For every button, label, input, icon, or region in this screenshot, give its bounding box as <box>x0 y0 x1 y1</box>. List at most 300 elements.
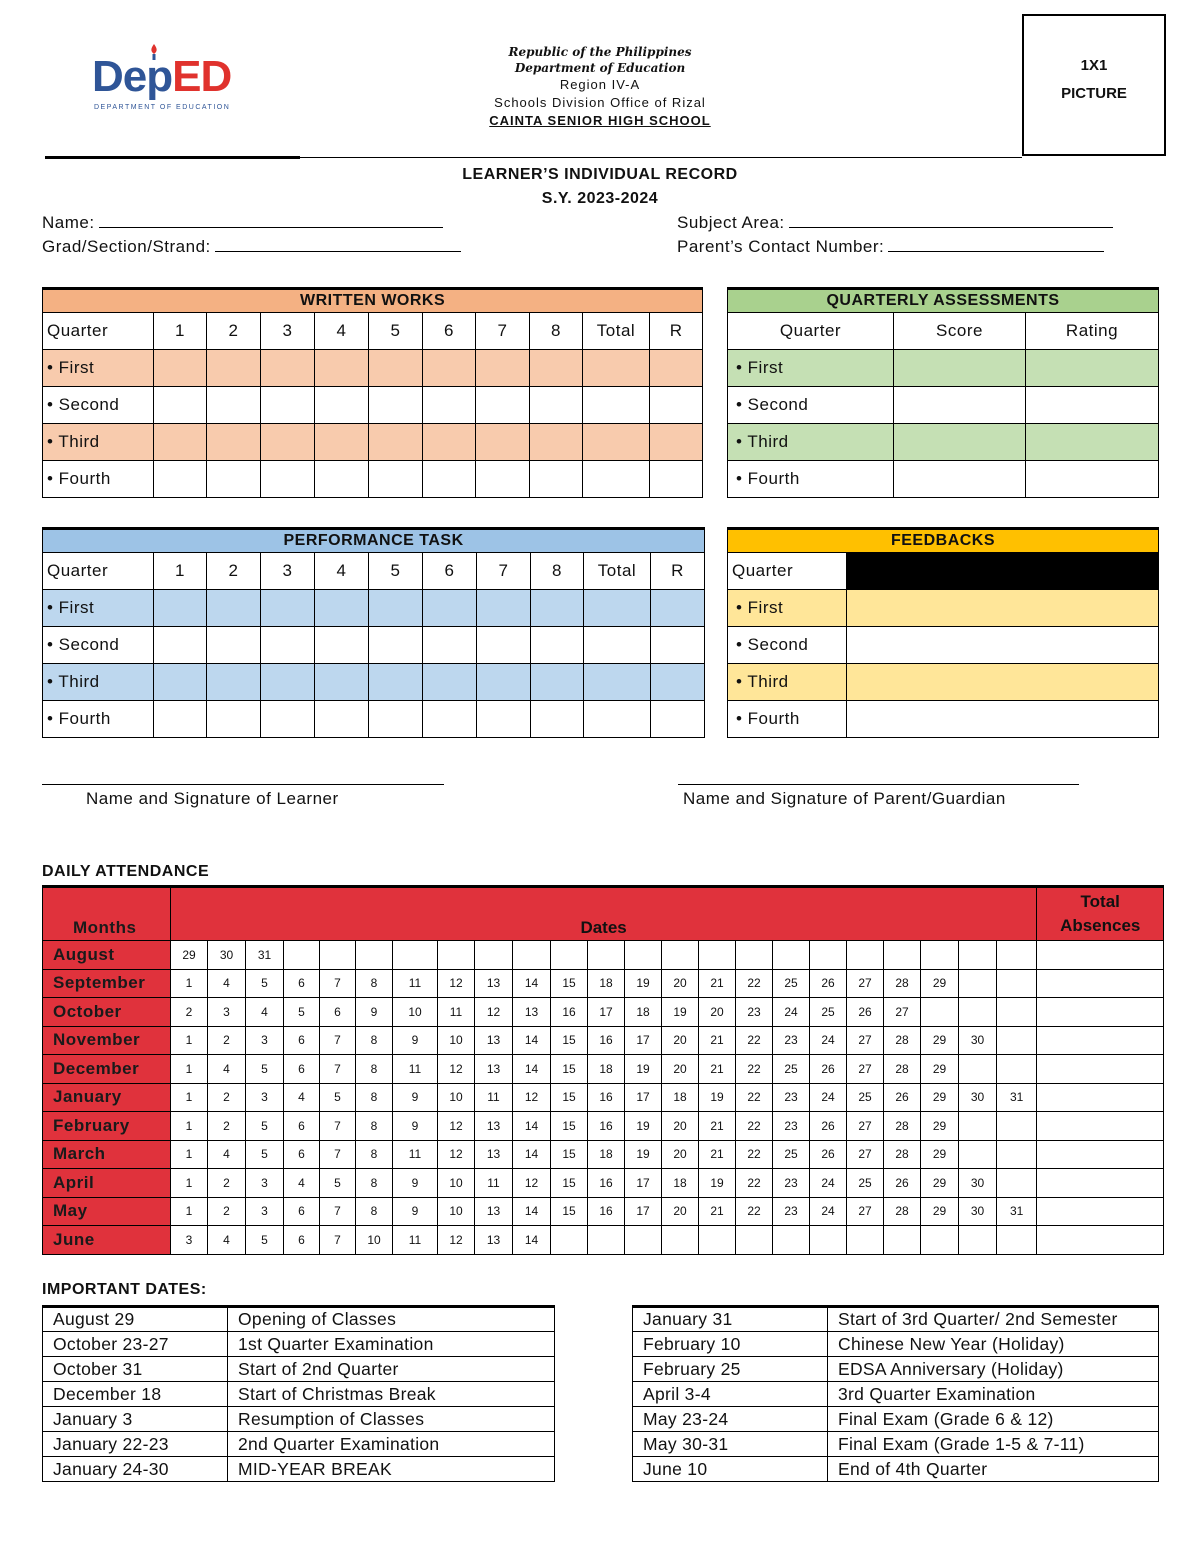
attendance-date-cell[interactable]: 14 <box>513 1226 551 1255</box>
attendance-date-cell[interactable]: 28 <box>884 1026 921 1055</box>
attendance-date-cell[interactable]: 1 <box>171 1026 208 1055</box>
written-works-score-cell[interactable] <box>650 424 703 461</box>
total-absences-cell[interactable] <box>1037 1112 1164 1141</box>
performance-task-score-cell[interactable] <box>207 664 261 701</box>
attendance-date-cell[interactable]: 20 <box>662 1197 699 1226</box>
performance-task-score-cell[interactable] <box>154 701 207 738</box>
written-works-score-cell[interactable] <box>423 461 476 498</box>
attendance-date-cell[interactable]: 8 <box>356 1112 393 1141</box>
attendance-date-cell[interactable]: 11 <box>475 1083 513 1112</box>
performance-task-score-cell[interactable] <box>423 590 477 627</box>
attendance-date-cell[interactable]: 1 <box>171 1112 208 1141</box>
attendance-date-cell[interactable]: 18 <box>662 1169 699 1198</box>
attendance-date-cell[interactable]: 30 <box>208 941 246 970</box>
written-works-score-cell[interactable] <box>583 424 650 461</box>
written-works-score-cell[interactable] <box>476 424 530 461</box>
attendance-date-cell[interactable]: 8 <box>356 969 393 998</box>
total-absences-cell[interactable] <box>1037 1140 1164 1169</box>
written-works-score-cell[interactable] <box>315 387 369 424</box>
written-works-score-cell[interactable] <box>369 350 423 387</box>
performance-task-score-cell[interactable] <box>584 701 651 738</box>
attendance-date-cell[interactable]: 19 <box>699 1083 736 1112</box>
performance-task-score-cell[interactable] <box>154 590 207 627</box>
attendance-date-cell[interactable]: 30 <box>959 1169 997 1198</box>
attendance-date-cell[interactable]: 7 <box>320 969 356 998</box>
attendance-date-cell[interactable]: 6 <box>284 1226 320 1255</box>
attendance-date-cell[interactable]: 6 <box>284 1197 320 1226</box>
performance-task-score-cell[interactable] <box>261 701 315 738</box>
attendance-date-cell[interactable]: 1 <box>171 1055 208 1084</box>
parent-signature-line[interactable] <box>678 784 1079 785</box>
quarterly-score-cell[interactable] <box>894 461 1026 498</box>
attendance-date-cell[interactable]: 7 <box>320 1197 356 1226</box>
attendance-date-cell[interactable]: 24 <box>810 1197 847 1226</box>
parent-contact-line[interactable] <box>888 238 1104 252</box>
attendance-date-cell[interactable]: 12 <box>475 998 513 1027</box>
attendance-date-cell[interactable]: 4 <box>284 1169 320 1198</box>
attendance-date-cell[interactable]: 19 <box>625 1055 662 1084</box>
attendance-date-cell[interactable]: 16 <box>588 1083 625 1112</box>
attendance-date-cell[interactable]: 26 <box>884 1169 921 1198</box>
performance-task-score-cell[interactable] <box>315 664 369 701</box>
quarterly-score-cell[interactable] <box>894 350 1026 387</box>
written-works-score-cell[interactable] <box>530 350 583 387</box>
attendance-date-cell[interactable]: 13 <box>513 998 551 1027</box>
written-works-score-cell[interactable] <box>530 387 583 424</box>
attendance-date-cell[interactable]: 29 <box>921 969 959 998</box>
written-works-score-cell[interactable] <box>261 387 315 424</box>
attendance-date-cell[interactable]: 29 <box>171 941 208 970</box>
attendance-date-cell[interactable]: 17 <box>625 1169 662 1198</box>
attendance-date-cell[interactable]: 20 <box>662 969 699 998</box>
attendance-date-cell[interactable]: 21 <box>699 1055 736 1084</box>
written-works-score-cell[interactable] <box>423 350 476 387</box>
quarterly-score-cell[interactable] <box>894 387 1026 424</box>
attendance-date-cell[interactable]: 8 <box>356 1197 393 1226</box>
performance-task-score-cell[interactable] <box>531 701 584 738</box>
attendance-date-cell[interactable]: 2 <box>208 1197 246 1226</box>
attendance-date-cell[interactable]: 12 <box>438 1112 475 1141</box>
attendance-date-cell[interactable]: 24 <box>773 998 810 1027</box>
attendance-date-cell[interactable]: 5 <box>246 1140 284 1169</box>
attendance-date-cell[interactable]: 25 <box>773 969 810 998</box>
attendance-date-cell[interactable]: 28 <box>884 1055 921 1084</box>
attendance-date-cell[interactable]: 19 <box>625 1112 662 1141</box>
attendance-date-cell[interactable]: 22 <box>736 1026 773 1055</box>
learner-signature-line[interactable] <box>42 784 444 785</box>
written-works-score-cell[interactable] <box>207 387 261 424</box>
attendance-date-cell[interactable]: 16 <box>551 998 588 1027</box>
grade-line[interactable] <box>215 238 461 252</box>
attendance-date-cell[interactable]: 3 <box>246 1083 284 1112</box>
attendance-date-cell[interactable]: 10 <box>438 1026 475 1055</box>
name-field[interactable] <box>42 213 443 233</box>
attendance-date-cell[interactable]: 10 <box>393 998 438 1027</box>
attendance-date-cell[interactable]: 16 <box>588 1026 625 1055</box>
attendance-date-cell[interactable]: 14 <box>513 1026 551 1055</box>
performance-task-score-cell[interactable] <box>584 664 651 701</box>
attendance-date-cell[interactable]: 20 <box>662 1026 699 1055</box>
parent-contact-field[interactable] <box>677 237 1104 257</box>
attendance-date-cell[interactable]: 10 <box>438 1169 475 1198</box>
attendance-date-cell[interactable]: 29 <box>921 1083 959 1112</box>
attendance-date-cell[interactable]: 15 <box>551 1169 588 1198</box>
attendance-date-cell[interactable]: 29 <box>921 1197 959 1226</box>
attendance-date-cell[interactable]: 22 <box>736 1112 773 1141</box>
attendance-date-cell[interactable]: 14 <box>513 1197 551 1226</box>
performance-task-score-cell[interactable] <box>369 664 423 701</box>
written-works-score-cell[interactable] <box>423 387 476 424</box>
attendance-date-cell[interactable]: 14 <box>513 969 551 998</box>
attendance-date-cell[interactable]: 23 <box>773 1197 810 1226</box>
attendance-date-cell[interactable]: 11 <box>475 1169 513 1198</box>
attendance-date-cell[interactable]: 4 <box>246 998 284 1027</box>
attendance-date-cell[interactable]: 16 <box>588 1112 625 1141</box>
written-works-score-cell[interactable] <box>154 461 207 498</box>
performance-task-score-cell[interactable] <box>531 627 584 664</box>
attendance-date-cell[interactable]: 1 <box>171 1169 208 1198</box>
written-works-score-cell[interactable] <box>650 350 703 387</box>
attendance-date-cell[interactable]: 12 <box>438 969 475 998</box>
performance-task-score-cell[interactable] <box>477 701 531 738</box>
attendance-date-cell[interactable]: 6 <box>320 998 356 1027</box>
attendance-date-cell[interactable]: 28 <box>884 1140 921 1169</box>
attendance-date-cell[interactable]: 9 <box>393 1083 438 1112</box>
quarterly-score-cell[interactable] <box>894 424 1026 461</box>
attendance-date-cell[interactable]: 5 <box>246 1226 284 1255</box>
attendance-date-cell[interactable]: 27 <box>847 1140 884 1169</box>
attendance-date-cell[interactable]: 19 <box>699 1169 736 1198</box>
attendance-date-cell[interactable]: 16 <box>588 1197 625 1226</box>
attendance-date-cell[interactable]: 23 <box>773 1083 810 1112</box>
attendance-date-cell[interactable]: 4 <box>208 1226 246 1255</box>
attendance-date-cell[interactable]: 20 <box>699 998 736 1027</box>
attendance-date-cell[interactable]: 17 <box>588 998 625 1027</box>
quarterly-rating-cell[interactable] <box>1026 424 1159 461</box>
attendance-date-cell[interactable]: 27 <box>847 1197 884 1226</box>
attendance-date-cell[interactable]: 29 <box>921 1140 959 1169</box>
performance-task-score-cell[interactable] <box>423 664 477 701</box>
attendance-date-cell[interactable]: 14 <box>513 1055 551 1084</box>
written-works-score-cell[interactable] <box>476 350 530 387</box>
attendance-date-cell[interactable]: 3 <box>246 1169 284 1198</box>
attendance-date-cell[interactable]: 3 <box>246 1026 284 1055</box>
attendance-date-cell[interactable]: 20 <box>662 1140 699 1169</box>
attendance-date-cell[interactable]: 22 <box>736 1055 773 1084</box>
performance-task-score-cell[interactable] <box>477 627 531 664</box>
performance-task-score-cell[interactable] <box>584 627 651 664</box>
attendance-date-cell[interactable]: 25 <box>773 1140 810 1169</box>
performance-task-score-cell[interactable] <box>651 627 705 664</box>
attendance-date-cell[interactable]: 13 <box>475 969 513 998</box>
subject-line[interactable] <box>789 214 1113 228</box>
attendance-date-cell[interactable]: 5 <box>246 1055 284 1084</box>
attendance-date-cell[interactable]: 7 <box>320 1026 356 1055</box>
written-works-score-cell[interactable] <box>476 461 530 498</box>
attendance-date-cell[interactable]: 30 <box>959 1083 997 1112</box>
attendance-date-cell[interactable]: 26 <box>810 1140 847 1169</box>
attendance-date-cell[interactable]: 18 <box>588 1140 625 1169</box>
attendance-date-cell[interactable]: 8 <box>356 1026 393 1055</box>
total-absences-cell[interactable] <box>1037 1083 1164 1112</box>
attendance-date-cell[interactable]: 24 <box>810 1169 847 1198</box>
written-works-score-cell[interactable] <box>154 350 207 387</box>
feedback-text-cell[interactable] <box>847 627 1159 664</box>
performance-task-score-cell[interactable] <box>261 664 315 701</box>
written-works-score-cell[interactable] <box>650 461 703 498</box>
attendance-date-cell[interactable]: 26 <box>884 1083 921 1112</box>
attendance-date-cell[interactable]: 21 <box>699 1140 736 1169</box>
attendance-date-cell[interactable]: 10 <box>438 1197 475 1226</box>
attendance-date-cell[interactable]: 16 <box>588 1169 625 1198</box>
attendance-date-cell[interactable]: 22 <box>736 1197 773 1226</box>
attendance-date-cell[interactable]: 25 <box>847 1169 884 1198</box>
attendance-date-cell[interactable]: 4 <box>208 1055 246 1084</box>
written-works-score-cell[interactable] <box>261 424 315 461</box>
attendance-date-cell[interactable]: 14 <box>513 1112 551 1141</box>
attendance-date-cell[interactable]: 23 <box>773 1026 810 1055</box>
written-works-score-cell[interactable] <box>207 350 261 387</box>
attendance-date-cell[interactable]: 29 <box>921 1026 959 1055</box>
attendance-date-cell[interactable]: 28 <box>884 1197 921 1226</box>
attendance-date-cell[interactable]: 8 <box>356 1169 393 1198</box>
attendance-date-cell[interactable]: 15 <box>551 1197 588 1226</box>
written-works-score-cell[interactable] <box>261 461 315 498</box>
attendance-date-cell[interactable]: 7 <box>320 1226 356 1255</box>
attendance-date-cell[interactable]: 25 <box>773 1055 810 1084</box>
attendance-date-cell[interactable]: 12 <box>513 1169 551 1198</box>
written-works-score-cell[interactable] <box>650 387 703 424</box>
attendance-date-cell[interactable]: 1 <box>171 1197 208 1226</box>
attendance-date-cell[interactable]: 2 <box>208 1169 246 1198</box>
attendance-date-cell[interactable]: 11 <box>393 1140 438 1169</box>
attendance-date-cell[interactable]: 30 <box>959 1197 997 1226</box>
attendance-date-cell[interactable]: 27 <box>847 1112 884 1141</box>
attendance-date-cell[interactable]: 12 <box>438 1226 475 1255</box>
attendance-date-cell[interactable]: 13 <box>475 1140 513 1169</box>
attendance-date-cell[interactable]: 4 <box>208 1140 246 1169</box>
attendance-date-cell[interactable]: 5 <box>320 1083 356 1112</box>
attendance-date-cell[interactable]: 19 <box>625 1140 662 1169</box>
attendance-date-cell[interactable]: 20 <box>662 1112 699 1141</box>
grade-field[interactable] <box>42 237 461 257</box>
subject-field[interactable] <box>677 213 1113 233</box>
attendance-date-cell[interactable]: 23 <box>773 1112 810 1141</box>
attendance-date-cell[interactable]: 13 <box>475 1226 513 1255</box>
performance-task-score-cell[interactable] <box>531 664 584 701</box>
performance-task-score-cell[interactable] <box>651 590 705 627</box>
written-works-score-cell[interactable] <box>154 424 207 461</box>
attendance-date-cell[interactable]: 2 <box>208 1112 246 1141</box>
attendance-date-cell[interactable]: 17 <box>625 1197 662 1226</box>
attendance-date-cell[interactable]: 12 <box>438 1140 475 1169</box>
performance-task-score-cell[interactable] <box>261 627 315 664</box>
performance-task-score-cell[interactable] <box>423 701 477 738</box>
performance-task-score-cell[interactable] <box>154 664 207 701</box>
attendance-date-cell[interactable]: 22 <box>736 1083 773 1112</box>
written-works-score-cell[interactable] <box>207 424 261 461</box>
attendance-date-cell[interactable]: 2 <box>208 1026 246 1055</box>
attendance-date-cell[interactable]: 18 <box>588 1055 625 1084</box>
written-works-score-cell[interactable] <box>583 461 650 498</box>
written-works-score-cell[interactable] <box>154 387 207 424</box>
attendance-date-cell[interactable]: 27 <box>847 969 884 998</box>
performance-task-score-cell[interactable] <box>261 590 315 627</box>
total-absences-cell[interactable] <box>1037 1026 1164 1055</box>
performance-task-score-cell[interactable] <box>477 664 531 701</box>
quarterly-rating-cell[interactable] <box>1026 350 1159 387</box>
written-works-score-cell[interactable] <box>315 350 369 387</box>
attendance-date-cell[interactable]: 31 <box>997 1083 1037 1112</box>
performance-task-score-cell[interactable] <box>154 627 207 664</box>
attendance-date-cell[interactable]: 23 <box>773 1169 810 1198</box>
written-works-score-cell[interactable] <box>423 424 476 461</box>
attendance-date-cell[interactable]: 1 <box>171 1140 208 1169</box>
written-works-score-cell[interactable] <box>261 350 315 387</box>
written-works-score-cell[interactable] <box>583 387 650 424</box>
attendance-date-cell[interactable]: 17 <box>625 1026 662 1055</box>
attendance-date-cell[interactable]: 30 <box>959 1026 997 1055</box>
attendance-date-cell[interactable]: 5 <box>284 998 320 1027</box>
attendance-date-cell[interactable]: 8 <box>356 1140 393 1169</box>
attendance-date-cell[interactable]: 12 <box>438 1055 475 1084</box>
attendance-date-cell[interactable]: 11 <box>393 969 438 998</box>
feedback-text-cell[interactable] <box>847 590 1159 627</box>
attendance-date-cell[interactable]: 5 <box>246 969 284 998</box>
attendance-date-cell[interactable]: 13 <box>475 1197 513 1226</box>
attendance-date-cell[interactable]: 26 <box>810 969 847 998</box>
total-absences-cell[interactable] <box>1037 1169 1164 1198</box>
attendance-date-cell[interactable]: 27 <box>884 998 921 1027</box>
performance-task-score-cell[interactable] <box>423 627 477 664</box>
performance-task-score-cell[interactable] <box>369 590 423 627</box>
attendance-date-cell[interactable]: 9 <box>393 1169 438 1198</box>
attendance-date-cell[interactable]: 15 <box>551 1026 588 1055</box>
performance-task-score-cell[interactable] <box>207 627 261 664</box>
attendance-date-cell[interactable]: 26 <box>810 1112 847 1141</box>
attendance-date-cell[interactable]: 22 <box>736 969 773 998</box>
attendance-date-cell[interactable]: 26 <box>810 1055 847 1084</box>
written-works-score-cell[interactable] <box>207 461 261 498</box>
attendance-date-cell[interactable]: 13 <box>475 1026 513 1055</box>
attendance-date-cell[interactable]: 19 <box>625 969 662 998</box>
attendance-date-cell[interactable]: 12 <box>513 1083 551 1112</box>
attendance-date-cell[interactable]: 7 <box>320 1112 356 1141</box>
attendance-date-cell[interactable]: 13 <box>475 1055 513 1084</box>
attendance-date-cell[interactable]: 18 <box>625 998 662 1027</box>
quarterly-rating-cell[interactable] <box>1026 387 1159 424</box>
attendance-date-cell[interactable]: 6 <box>284 1112 320 1141</box>
attendance-date-cell[interactable]: 25 <box>810 998 847 1027</box>
performance-task-score-cell[interactable] <box>369 701 423 738</box>
attendance-date-cell[interactable]: 1 <box>171 1083 208 1112</box>
attendance-date-cell[interactable]: 31 <box>246 941 284 970</box>
attendance-date-cell[interactable]: 21 <box>699 1112 736 1141</box>
attendance-date-cell[interactable]: 24 <box>810 1083 847 1112</box>
attendance-date-cell[interactable]: 4 <box>208 969 246 998</box>
attendance-date-cell[interactable]: 1 <box>171 969 208 998</box>
attendance-date-cell[interactable]: 15 <box>551 1083 588 1112</box>
performance-task-score-cell[interactable] <box>651 701 705 738</box>
written-works-score-cell[interactable] <box>583 350 650 387</box>
total-absences-cell[interactable] <box>1037 998 1164 1027</box>
attendance-date-cell[interactable]: 3 <box>171 1226 208 1255</box>
attendance-date-cell[interactable]: 18 <box>588 969 625 998</box>
attendance-date-cell[interactable]: 6 <box>284 1140 320 1169</box>
attendance-date-cell[interactable]: 19 <box>662 998 699 1027</box>
attendance-date-cell[interactable]: 11 <box>393 1226 438 1255</box>
attendance-date-cell[interactable]: 3 <box>208 998 246 1027</box>
attendance-date-cell[interactable]: 6 <box>284 1026 320 1055</box>
attendance-date-cell[interactable]: 29 <box>921 1112 959 1141</box>
performance-task-score-cell[interactable] <box>207 701 261 738</box>
attendance-date-cell[interactable]: 25 <box>847 1083 884 1112</box>
written-works-score-cell[interactable] <box>530 461 583 498</box>
attendance-date-cell[interactable]: 11 <box>393 1055 438 1084</box>
total-absences-cell[interactable] <box>1037 1226 1164 1255</box>
performance-task-score-cell[interactable] <box>584 590 651 627</box>
attendance-date-cell[interactable]: 5 <box>320 1169 356 1198</box>
performance-task-score-cell[interactable] <box>207 590 261 627</box>
attendance-date-cell[interactable]: 4 <box>284 1083 320 1112</box>
total-absences-cell[interactable] <box>1037 969 1164 998</box>
written-works-score-cell[interactable] <box>315 424 369 461</box>
total-absences-cell[interactable] <box>1037 941 1164 970</box>
attendance-date-cell[interactable]: 23 <box>736 998 773 1027</box>
attendance-date-cell[interactable]: 15 <box>551 1055 588 1084</box>
attendance-date-cell[interactable]: 13 <box>475 1112 513 1141</box>
written-works-score-cell[interactable] <box>476 387 530 424</box>
performance-task-score-cell[interactable] <box>315 590 369 627</box>
attendance-date-cell[interactable]: 18 <box>662 1083 699 1112</box>
written-works-score-cell[interactable] <box>530 424 583 461</box>
attendance-date-cell[interactable]: 27 <box>847 1026 884 1055</box>
attendance-date-cell[interactable]: 9 <box>356 998 393 1027</box>
performance-task-score-cell[interactable] <box>477 590 531 627</box>
attendance-date-cell[interactable]: 2 <box>208 1083 246 1112</box>
attendance-date-cell[interactable]: 29 <box>921 1055 959 1084</box>
attendance-date-cell[interactable]: 29 <box>921 1169 959 1198</box>
attendance-date-cell[interactable]: 10 <box>438 1083 475 1112</box>
attendance-date-cell[interactable]: 22 <box>736 1169 773 1198</box>
feedback-text-cell[interactable] <box>847 701 1159 738</box>
attendance-date-cell[interactable]: 11 <box>438 998 475 1027</box>
attendance-date-cell[interactable]: 15 <box>551 969 588 998</box>
attendance-date-cell[interactable]: 7 <box>320 1140 356 1169</box>
attendance-date-cell[interactable]: 3 <box>246 1197 284 1226</box>
attendance-date-cell[interactable]: 26 <box>847 998 884 1027</box>
attendance-date-cell[interactable]: 9 <box>393 1197 438 1226</box>
performance-task-score-cell[interactable] <box>531 590 584 627</box>
attendance-date-cell[interactable]: 15 <box>551 1140 588 1169</box>
name-line[interactable] <box>99 214 443 228</box>
attendance-date-cell[interactable]: 9 <box>393 1112 438 1141</box>
attendance-date-cell[interactable]: 31 <box>997 1197 1037 1226</box>
attendance-date-cell[interactable]: 14 <box>513 1140 551 1169</box>
attendance-date-cell[interactable]: 17 <box>625 1083 662 1112</box>
written-works-score-cell[interactable] <box>369 424 423 461</box>
performance-task-score-cell[interactable] <box>315 627 369 664</box>
attendance-date-cell[interactable]: 21 <box>699 1197 736 1226</box>
attendance-date-cell[interactable]: 15 <box>551 1112 588 1141</box>
performance-task-score-cell[interactable] <box>369 627 423 664</box>
attendance-date-cell[interactable]: 9 <box>393 1026 438 1055</box>
attendance-date-cell[interactable]: 8 <box>356 1083 393 1112</box>
attendance-date-cell[interactable]: 5 <box>246 1112 284 1141</box>
attendance-date-cell[interactable]: 6 <box>284 969 320 998</box>
attendance-date-cell[interactable]: 7 <box>320 1055 356 1084</box>
quarterly-rating-cell[interactable] <box>1026 461 1159 498</box>
